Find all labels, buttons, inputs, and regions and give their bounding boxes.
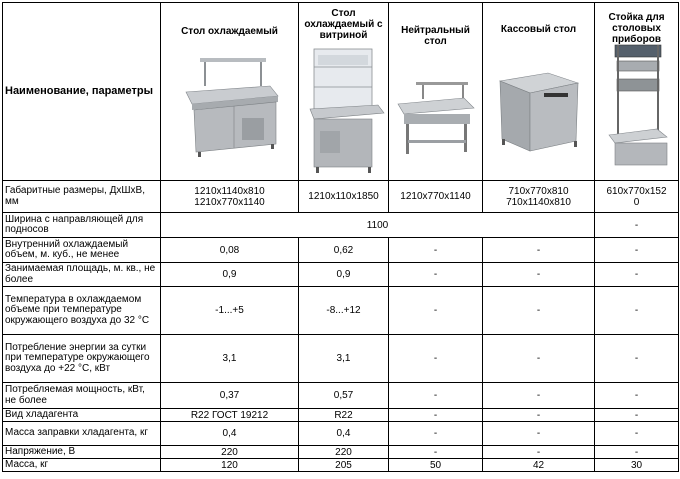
cell-value: -: [483, 446, 595, 459]
cell-value: -: [595, 446, 679, 459]
cell-value: -: [389, 446, 483, 459]
cell-value: 610x770x152 0: [595, 181, 679, 213]
cooled-table-icon: [163, 52, 296, 158]
cell-value: -1...+5: [161, 287, 299, 335]
table-row: [3, 181, 679, 213]
cell-value: 120: [161, 459, 299, 472]
cell-value: 220: [161, 446, 299, 459]
cell-value: R22 ГОСТ 19212: [161, 409, 299, 422]
cell-value: 30: [595, 459, 679, 472]
cell-value: -: [389, 335, 483, 383]
product-title: Стол охлаждаемый с витриной: [304, 8, 383, 41]
cell-value: -: [595, 335, 679, 383]
cell-value: 0,9: [299, 263, 389, 287]
cell-value: 0,08: [161, 238, 299, 263]
neutral-table-icon: [391, 64, 480, 158]
cell-value: -: [483, 409, 595, 422]
row-label: Масса заправки хладагента, кг: [3, 422, 161, 446]
table-row: [3, 422, 679, 446]
cell-value: 0,62: [299, 238, 389, 263]
cell-value: 0,37: [161, 383, 299, 409]
header-row: [3, 3, 679, 181]
product-title: Стойка для столовых приборов: [608, 12, 665, 45]
cooled-showcase-table-icon: [301, 47, 386, 175]
row-label: Напряжение, В: [3, 446, 161, 459]
cell-value: -: [483, 383, 595, 409]
table-row: [3, 446, 679, 459]
cell-value: -: [483, 263, 595, 287]
table-row: [3, 213, 679, 238]
product-col-4: [483, 3, 595, 181]
cell-value: -: [389, 422, 483, 446]
row-label: Внутренний охлаждаемый объем, м. куб., не менее: [3, 238, 161, 263]
cell-value: -: [595, 383, 679, 409]
product-col-1: [161, 3, 299, 181]
cell-value: -8...+12: [299, 287, 389, 335]
cell-value: -: [483, 238, 595, 263]
cell-value: -: [389, 383, 483, 409]
table-row: [3, 383, 679, 409]
cell-value: -: [595, 238, 679, 263]
cell-value: 1210x110x1850: [299, 181, 389, 213]
cell-value: 0,57: [299, 383, 389, 409]
row-label: Потребление энергии за сутки при температуре окружающего воздуха до +22 °С, кВт: [3, 335, 161, 383]
cell-value: 0,9: [161, 263, 299, 287]
table-row: [3, 287, 679, 335]
row-label: Вид хладагента: [3, 409, 161, 422]
product-col-3: [389, 3, 483, 181]
cell-value: -: [595, 263, 679, 287]
spec-table: [2, 2, 679, 472]
cutlery-stand-icon: [597, 41, 676, 171]
name-params-header: Наименование, параметры: [3, 3, 161, 181]
table-row: [3, 335, 679, 383]
product-title: Нейтральный стол: [401, 25, 470, 47]
table-row: [3, 263, 679, 287]
table-row: [3, 459, 679, 472]
cell-value: 3,1: [161, 335, 299, 383]
cell-value: 710x770x810 710x1140x810: [483, 181, 595, 213]
cell-value: 3,1: [299, 335, 389, 383]
cell-value: -: [483, 335, 595, 383]
cell-value: -: [483, 287, 595, 335]
table-row: [3, 409, 679, 422]
cell-value: 205: [299, 459, 389, 472]
cell-value: 0,4: [161, 422, 299, 446]
cell-value: R22: [299, 409, 389, 422]
product-title: Кассовый стол: [500, 24, 577, 35]
row-label: Масса, кг: [3, 459, 161, 472]
cell-value-merged: 1100: [161, 213, 595, 238]
cell-value: -: [595, 422, 679, 446]
cell-value: -: [595, 287, 679, 335]
cell-value: -: [389, 287, 483, 335]
cell-value: -: [595, 213, 679, 238]
row-label: Ширина с направляющей для подносов: [3, 213, 161, 238]
cell-value: 42: [483, 459, 595, 472]
row-label: Габаритные размеры, ДхШхВ, мм: [3, 181, 161, 213]
product-col-2: [299, 3, 389, 181]
cell-value: 1210x770x1140: [389, 181, 483, 213]
row-label: Температура в охлаждаемом объеме при температуре окружающего воздуха до 32 °С: [3, 287, 161, 335]
table-row: [3, 238, 679, 263]
cell-value: 50: [389, 459, 483, 472]
product-col-5: [595, 3, 679, 181]
cell-value: -: [389, 409, 483, 422]
cell-value: -: [389, 238, 483, 263]
row-label: Потребляемая мощность, кВт, не более: [3, 383, 161, 409]
cell-value: 0,4: [299, 422, 389, 446]
cell-value: -: [389, 263, 483, 287]
cell-value: 1210x1140x810 1210x770x1140: [161, 181, 299, 213]
row-label: Занимаемая площадь, м. кв., не более: [3, 263, 161, 287]
cash-table-icon: [485, 63, 592, 159]
cell-value: 220: [299, 446, 389, 459]
cell-value: -: [483, 422, 595, 446]
cell-value: -: [595, 409, 679, 422]
product-title: Стол охлаждаемый: [181, 25, 278, 37]
